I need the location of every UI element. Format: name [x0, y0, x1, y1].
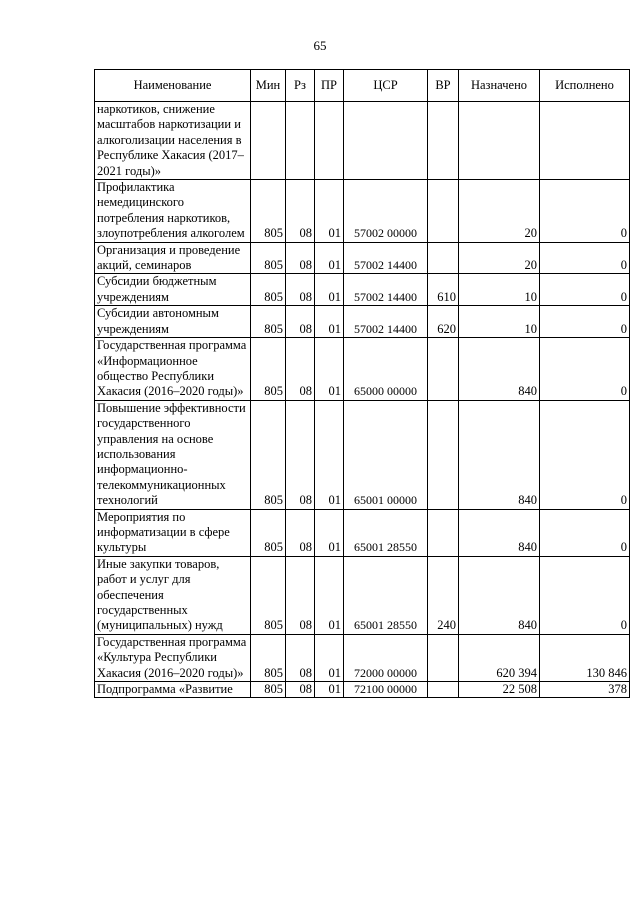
cell-assigned: 840 — [459, 556, 540, 634]
cell-assigned: 840 — [459, 338, 540, 401]
cell-rz: 08 — [286, 400, 315, 509]
cell-vr — [428, 400, 459, 509]
cell-executed: 130 846 — [540, 634, 630, 681]
cell-pr: 01 — [315, 556, 344, 634]
table-row — [95, 338, 630, 401]
cell-csr: 57002 14400 — [344, 306, 428, 338]
cell-csr: 65001 00000 — [344, 400, 428, 509]
table-row — [95, 509, 630, 556]
cell-name: Государственная программа «Информационное общество Республики Хакасия (2016–2020 годы)» — [95, 338, 251, 401]
cell-name: Повышение эффективности государственного управления на основе использования информационно-телекоммуникационных технологий — [95, 400, 251, 509]
header-name: Наименование — [95, 70, 251, 102]
page-number: 65 — [313, 38, 327, 53]
cell-pr: 01 — [315, 338, 344, 401]
cell-executed: 0 — [540, 306, 630, 338]
cell-name: Организация и проведение акций, семинаров — [95, 242, 251, 274]
cell-executed: 0 — [540, 509, 630, 556]
cell-assigned: 10 — [459, 306, 540, 338]
cell-vr — [428, 180, 459, 243]
cell-executed: 378 — [540, 682, 630, 698]
cell-name: Субсидии бюджетным учреждениям — [95, 274, 251, 306]
cell-executed — [540, 102, 630, 180]
table-row — [95, 242, 630, 274]
cell-csr: 72000 00000 — [344, 634, 428, 681]
cell-vr — [428, 338, 459, 401]
cell-pr — [315, 102, 344, 180]
cell-name: Мероприятия по информатизации в сфере культуры — [95, 509, 251, 556]
cell-name: Государственная программа «Культура Республики Хакасия (2016–2020 годы)» — [95, 634, 251, 681]
cell-vr: 620 — [428, 306, 459, 338]
cell-vr — [428, 509, 459, 556]
cell-min: 805 — [251, 180, 286, 243]
cell-executed: 0 — [540, 556, 630, 634]
cell-rz: 08 — [286, 556, 315, 634]
cell-assigned: 620 394 — [459, 634, 540, 681]
cell-assigned: 840 — [459, 509, 540, 556]
cell-executed: 0 — [540, 242, 630, 274]
cell-pr: 01 — [315, 634, 344, 681]
cell-vr: 240 — [428, 556, 459, 634]
cell-name: наркотиков, снижение масштабов наркотизации и алкоголизации населения в Республике Хакасия (2017–2021 годы)» — [95, 102, 251, 180]
cell-assigned: 22 508 — [459, 682, 540, 698]
cell-executed: 0 — [540, 400, 630, 509]
cell-pr: 01 — [315, 400, 344, 509]
cell-pr: 01 — [315, 274, 344, 306]
cell-rz: 08 — [286, 242, 315, 274]
cell-csr: 72100 00000 — [344, 682, 428, 698]
cell-executed: 0 — [540, 180, 630, 243]
table-row — [95, 306, 630, 338]
cell-min: 805 — [251, 400, 286, 509]
cell-rz: 08 — [286, 274, 315, 306]
cell-pr: 01 — [315, 682, 344, 698]
table-row — [95, 682, 630, 698]
cell-vr — [428, 634, 459, 681]
header-rz: Рз — [286, 70, 315, 102]
cell-csr: 57002 00000 — [344, 180, 428, 243]
header-csr: ЦСР — [344, 70, 428, 102]
cell-pr: 01 — [315, 242, 344, 274]
cell-vr — [428, 682, 459, 698]
header-pr: ПР — [315, 70, 344, 102]
cell-rz: 08 — [286, 306, 315, 338]
table-header-row — [95, 70, 630, 102]
cell-assigned: 840 — [459, 400, 540, 509]
cell-executed: 0 — [540, 274, 630, 306]
cell-min: 805 — [251, 242, 286, 274]
cell-vr — [428, 242, 459, 274]
cell-assigned: 20 — [459, 180, 540, 243]
cell-min: 805 — [251, 556, 286, 634]
cell-csr — [344, 102, 428, 180]
budget-table — [94, 69, 630, 698]
cell-rz: 08 — [286, 682, 315, 698]
cell-name: Подпрограмма «Развитие — [95, 682, 251, 698]
table-row — [95, 556, 630, 634]
cell-rz: 08 — [286, 634, 315, 681]
cell-assigned: 10 — [459, 274, 540, 306]
cell-name: Субсидии автономным учреждениям — [95, 306, 251, 338]
table-row — [95, 634, 630, 681]
cell-name: Профилактика немедицинского потребления наркотиков, злоупотребления алкоголем — [95, 180, 251, 243]
header-executed: Исполнено — [540, 70, 630, 102]
cell-vr: 610 — [428, 274, 459, 306]
cell-csr: 65001 28550 — [344, 509, 428, 556]
table-row — [95, 400, 630, 509]
table-row — [95, 102, 630, 180]
cell-csr: 57002 14400 — [344, 242, 428, 274]
cell-csr: 57002 14400 — [344, 274, 428, 306]
table-row — [95, 274, 630, 306]
cell-rz — [286, 102, 315, 180]
cell-min: 805 — [251, 274, 286, 306]
cell-pr: 01 — [315, 180, 344, 243]
cell-min: 805 — [251, 634, 286, 681]
cell-vr — [428, 102, 459, 180]
cell-min: 805 — [251, 682, 286, 698]
cell-assigned — [459, 102, 540, 180]
cell-pr: 01 — [315, 306, 344, 338]
header-assigned: Назначено — [459, 70, 540, 102]
cell-min: 805 — [251, 509, 286, 556]
header-min: Мин — [251, 70, 286, 102]
cell-csr: 65001 28550 — [344, 556, 428, 634]
cell-assigned: 20 — [459, 242, 540, 274]
cell-pr: 01 — [315, 509, 344, 556]
cell-rz: 08 — [286, 338, 315, 401]
cell-rz: 08 — [286, 509, 315, 556]
table-body — [95, 102, 630, 698]
cell-min: 805 — [251, 306, 286, 338]
header-vr: ВР — [428, 70, 459, 102]
cell-name: Иные закупки товаров, работ и услуг для обеспечения государственных (муниципальных) нужд — [95, 556, 251, 634]
cell-rz: 08 — [286, 180, 315, 243]
cell-min — [251, 102, 286, 180]
cell-csr: 65000 00000 — [344, 338, 428, 401]
table-row — [95, 180, 630, 243]
cell-min: 805 — [251, 338, 286, 401]
cell-executed: 0 — [540, 338, 630, 401]
